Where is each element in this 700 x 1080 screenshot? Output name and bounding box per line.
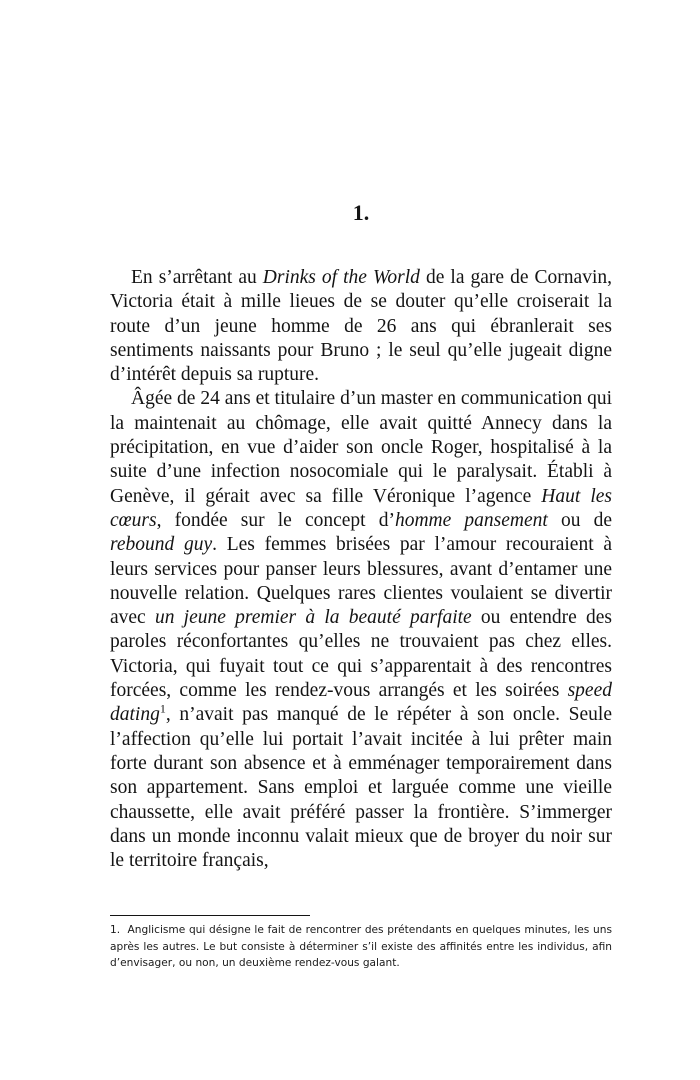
- footnote-reference[interactable]: 1: [159, 701, 166, 716]
- footnote-paragraph: [110, 922, 612, 972]
- footnote-divider: [110, 915, 310, 916]
- p2-text-5: ou entendre des paroles réconfortantes qu’elles ne trouvaient pas chez elles. Victoria, qui fuyait tout ce qui s’apparentait à des rencontres forcées, comme les rendez-vous arrangés et les soirées: [110, 607, 613, 702]
- p1-italic-drinks-of-the-world: Drinks of the World: [262, 267, 420, 288]
- footnote-text: Anglicisme qui désigne le fait de rencontrer des prétendants en quelques minutes, les uns après les autres. Le but consiste à déterminer s’il existe des affinités entre les individus, afin d’envisager, ou non, un deuxième rendez-vous galant.: [110, 924, 612, 969]
- chapter-title: 1.: [352, 200, 370, 225]
- p1-text-2: de la gare de Cornavin, Victoria était à mille lieues de se douter qu’elle croiserait la route d’un jeune homme de 26 ans qui ébranlerait ses sentiments naissants pour Bruno ; le seul qu’elle jugeait digne d’intérêt depuis sa rupture.: [110, 267, 612, 386]
- chapter-body: [110, 266, 612, 873]
- p2-italic-haut-les-coeurs: Haut les cœurs: [110, 485, 612, 531]
- p2-italic-jeune-premier: un jeune premier à la beauté parfaite: [154, 607, 472, 629]
- p2-italic-rebound-guy: rebound guy: [110, 534, 213, 556]
- p2-text-6: , n’avait pas manqué de le répéter à son oncle. Seule l’affection qu’elle lui portait l’avait incitée à lui prêter main forte durant son absence et à emménager temporairement dans son appartement. Sans emploi et larguée comme une vieille chaussette, elle avait préféré passer la frontière. S’immerger dans un monde inconnu valait mieux que de broyer du noir sur le territoire français,: [110, 704, 612, 872]
- p2-italic-homme-pansement: homme pansement: [394, 509, 548, 531]
- paragraph-2: [110, 387, 612, 873]
- footnote-number: 1.: [110, 924, 121, 936]
- p2-text-3: ou de: [547, 509, 612, 531]
- p1-text-1: En s’arrêtant au: [131, 267, 263, 288]
- p2-italic-speed-dating: speed dating: [110, 680, 612, 726]
- p2-text-1: Âgée de 24 ans et titulaire d’un master en communication qui la maintenait au chômage, elle avait quitté Annecy dans la précipitation, en vue d’aider son oncle Roger, hospitalisé à la suite d’une infection nosocomiale qui le paralysait. Établi à Genève, il gérait avec sa fille Véronique l’agence: [110, 388, 612, 507]
- footnote: [110, 922, 612, 972]
- paragraph-1: [110, 266, 612, 387]
- p2-text-2: , fondée sur le concept d’: [156, 509, 395, 531]
- p2-text-4: . Les femmes brisées par l’amour recouraient à leurs services pour panser leurs blessures, avant d’entamer une nouvelle relation. Quelques rares clientes voulaient se divertir avec: [110, 534, 612, 629]
